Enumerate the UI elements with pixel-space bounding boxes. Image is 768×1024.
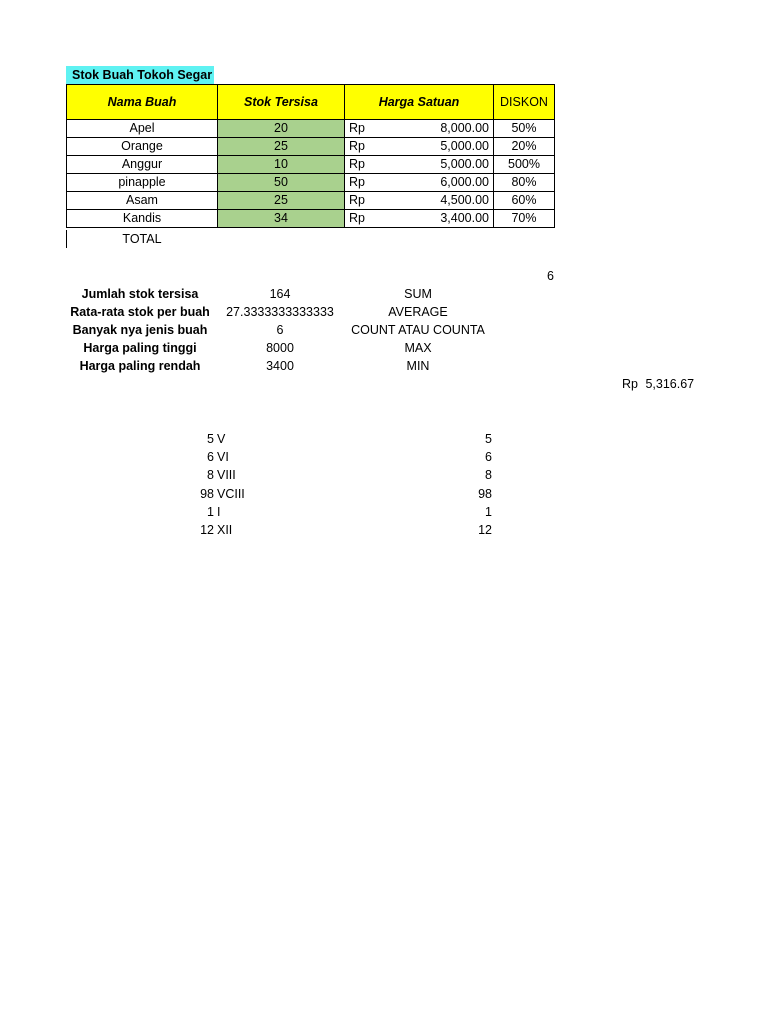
- summary-value[interactable]: 164: [269, 287, 291, 301]
- roman-number[interactable]: 6: [207, 450, 214, 464]
- table-row: [67, 192, 555, 210]
- table-row: [67, 156, 555, 174]
- summary-function[interactable]: MIN: [406, 359, 430, 373]
- summary-label[interactable]: Harga paling rendah: [79, 359, 201, 373]
- table-row: [67, 120, 555, 138]
- currency-label: Rp: [349, 157, 365, 171]
- price-value: 6,000.00: [440, 175, 489, 189]
- cell-price[interactable]: [345, 156, 494, 174]
- roman-back-value[interactable]: 12: [478, 523, 492, 537]
- cell-name[interactable]: Anggur: [67, 156, 218, 174]
- roman-result[interactable]: VCIII: [217, 487, 245, 501]
- cell-discount[interactable]: 80%: [494, 174, 555, 192]
- summary-label[interactable]: Jumlah stok tersisa: [81, 287, 199, 301]
- cell-stock[interactable]: 50: [218, 174, 345, 192]
- total-label[interactable]: TOTAL: [66, 230, 217, 248]
- roman-number[interactable]: 8: [207, 468, 214, 482]
- cell-stock[interactable]: 10: [218, 156, 345, 174]
- roman-number[interactable]: 5: [207, 432, 214, 446]
- table-row: [67, 174, 555, 192]
- roman-back-value[interactable]: 1: [485, 505, 492, 519]
- table-row: [67, 138, 555, 156]
- currency-label: Rp: [622, 377, 638, 391]
- currency-label: Rp: [349, 121, 365, 135]
- cell-discount[interactable]: 500%: [494, 156, 555, 174]
- roman-number[interactable]: 12: [200, 523, 214, 537]
- cell-stock[interactable]: 34: [218, 210, 345, 228]
- currency-label: Rp: [349, 193, 365, 207]
- cell-price[interactable]: [345, 210, 494, 228]
- roman-result[interactable]: VI: [217, 450, 229, 464]
- summary-function[interactable]: SUM: [404, 287, 432, 301]
- header-harga-satuan[interactable]: Harga Satuan: [345, 85, 494, 120]
- price-value: 8,000.00: [440, 121, 489, 135]
- summary-function[interactable]: MAX: [404, 341, 432, 355]
- summary-function[interactable]: COUNT ATAU COUNTA: [351, 323, 485, 337]
- price-value: 5,000.00: [440, 157, 489, 171]
- roman-result[interactable]: VIII: [217, 468, 236, 482]
- price-value: 5,000.00: [440, 139, 489, 153]
- summary-value[interactable]: 6: [276, 323, 284, 337]
- cell-name[interactable]: Orange: [67, 138, 218, 156]
- currency-label: Rp: [349, 175, 365, 189]
- roman-back-value[interactable]: 98: [478, 487, 492, 501]
- count-value[interactable]: 6: [547, 269, 554, 283]
- average-price-cell[interactable]: [622, 375, 698, 393]
- header-nama-buah[interactable]: Nama Buah: [67, 85, 218, 120]
- roman-back-value[interactable]: 8: [485, 468, 492, 482]
- roman-number[interactable]: 98: [200, 487, 214, 501]
- currency-label: Rp: [349, 211, 365, 225]
- table-row: [67, 210, 555, 228]
- cell-price[interactable]: [345, 120, 494, 138]
- summary-value[interactable]: 27.3333333333333: [226, 305, 334, 319]
- summary-value[interactable]: 8000: [266, 341, 294, 355]
- stock-table: [66, 84, 555, 228]
- average-price-value: 5,316.67: [645, 377, 695, 391]
- roman-result[interactable]: I: [217, 505, 221, 519]
- cell-stock[interactable]: 20: [218, 120, 345, 138]
- cell-discount[interactable]: 20%: [494, 138, 555, 156]
- summary-value[interactable]: 3400: [266, 359, 294, 373]
- roman-result[interactable]: V: [217, 432, 226, 446]
- table-header-row: [67, 85, 555, 120]
- cell-price[interactable]: [345, 192, 494, 210]
- roman-back-value[interactable]: 6: [485, 450, 492, 464]
- cell-name[interactable]: pinapple: [67, 174, 218, 192]
- summary-label[interactable]: Rata-rata stok per buah: [70, 305, 210, 319]
- cell-price[interactable]: [345, 138, 494, 156]
- summary-label[interactable]: Banyak nya jenis buah: [72, 323, 208, 337]
- summary-function[interactable]: AVERAGE: [388, 305, 448, 319]
- cell-price[interactable]: [345, 174, 494, 192]
- price-value: 3,400.00: [440, 211, 489, 225]
- header-stok-tersisa[interactable]: Stok Tersisa: [218, 85, 345, 120]
- cell-discount[interactable]: 70%: [494, 210, 555, 228]
- cell-discount[interactable]: 60%: [494, 192, 555, 210]
- cell-stock[interactable]: 25: [218, 138, 345, 156]
- roman-result[interactable]: XII: [217, 523, 233, 537]
- cell-discount[interactable]: 50%: [494, 120, 555, 138]
- roman-number[interactable]: 1: [207, 505, 214, 519]
- header-diskon[interactable]: DISKON: [494, 85, 555, 120]
- cell-name[interactable]: Kandis: [67, 210, 218, 228]
- currency-label: Rp: [349, 139, 365, 153]
- price-value: 4,500.00: [440, 193, 489, 207]
- sheet-title[interactable]: Stok Buah Tokoh Segar: [66, 66, 214, 84]
- summary-label[interactable]: Harga paling tinggi: [83, 341, 197, 355]
- cell-name[interactable]: Apel: [67, 120, 218, 138]
- roman-back-value[interactable]: 5: [485, 432, 492, 446]
- cell-name[interactable]: Asam: [67, 192, 218, 210]
- cell-stock[interactable]: 25: [218, 192, 345, 210]
